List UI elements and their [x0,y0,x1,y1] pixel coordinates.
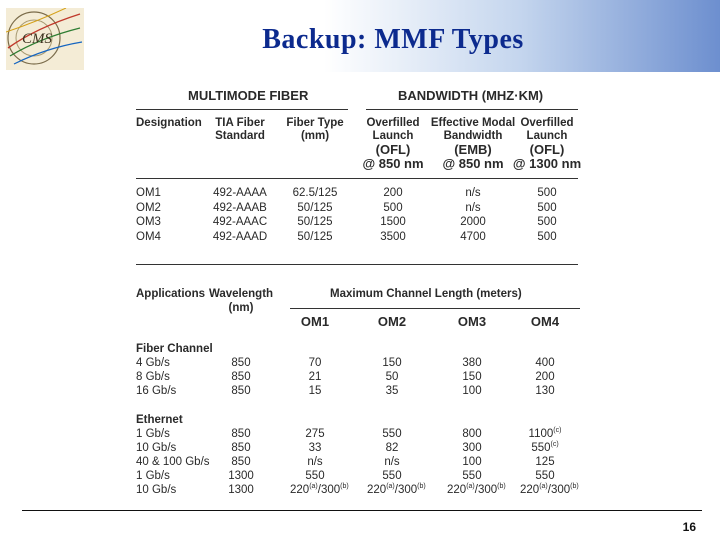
table-cell: 550 [382,428,402,440]
table-cell: OM1 [136,187,161,199]
table-cell: 850 [231,385,251,398]
table-cell: 1 Gb/s [136,470,170,482]
table-cell: 10 Gb/s [136,442,177,454]
table-cell: 4 Gb/s [136,357,170,369]
table-cell: 850 [231,442,251,454]
col-header-ofl-1300: (OFL) [529,142,565,157]
table-cell: 550$^{(c)}$ [531,441,559,454]
table-cell: 100 [462,456,482,468]
divider [366,109,578,110]
col-header-om2: OM2 [377,314,407,329]
footnote-marker: (a) [466,483,475,491]
table-cell: OM3 [136,216,161,228]
table-cell: 62.5/125 [292,187,338,199]
table-cell: 550 [382,470,402,482]
divider [136,264,578,265]
col-header-ofl-1300: Launch [526,130,568,142]
col-header-emb: Bandwidth [443,130,503,142]
table-cell: 492-AAAA [213,187,267,199]
table-cell: 1300 [228,470,254,482]
table-cell: 492-AAAC [212,216,268,228]
table-cell: 16 Gb/s [136,385,177,398]
col-header-tia: TIA Fiber [215,117,265,129]
table-cell: 40 & 100 Gb/s [136,456,210,468]
group-header-bandwidth: BANDWIDTH (MHZ·KM) [398,88,544,103]
table-cell: 1500 [380,216,406,228]
col-header-max-length: Maximum Channel Length (meters) [330,288,522,300]
table-cell: 15 [308,385,322,398]
table-cell: 1100$^{(c)}$ [528,427,562,440]
table-cell: 100 [462,385,482,398]
table-cell: 130 [535,385,555,398]
divider [136,178,578,179]
footnote-marker: (a) [386,483,395,491]
table-cell: 220$^{(a)}$/300$^{(b)}$ [447,483,506,496]
table-cell: 275 [305,428,325,440]
table-cell: 50/125 [297,216,333,228]
table-cell: 35 [385,385,399,398]
col-header-wavelength: Wavelength [208,288,274,300]
table-cell: 200 [383,187,403,199]
divider [136,109,348,110]
footnote-marker: (b) [570,483,579,491]
table-cell: 21 [308,371,322,384]
col-header-ofl-850: Overfilled [366,117,420,129]
table-cell: 500 [537,216,557,228]
table-cell: 50/125 [297,201,333,214]
table-cell: n/s [465,187,481,199]
col-header-om4: OM4 [530,314,560,329]
page-title: Backup: MMF Types [262,24,524,55]
table-cell: 850 [231,357,251,369]
table-cell: 800 [462,428,482,440]
table-cell: 150 [462,371,482,384]
table-cell: 500 [537,201,557,214]
col-header-ofl-850: @ 850 nm [362,156,424,171]
table-cell: n/s [307,456,323,468]
table-cell: 1 Gb/s [136,428,170,440]
col-header-fiber-type: (mm) [300,130,330,142]
table-cell: 50/125 [297,230,333,243]
col-header-fiber-type: Fiber Type [286,117,344,129]
table-cell: 125 [535,456,555,468]
table-cell: 500 [537,187,557,199]
section-ethernet: Ethernet [136,414,183,426]
table-cell: 850 [231,428,251,440]
col-header-designation: Designation [136,117,202,129]
table-cell: 1300 [228,484,254,496]
table-cell: 500 [537,230,557,243]
table-cell: 82 [385,442,399,454]
col-header-ofl-850: Launch [372,130,414,142]
col-header-om1: OM1 [300,314,330,329]
table-cell: 500 [383,201,403,214]
footnote-marker: (a) [309,483,318,491]
table-cell: 550 [305,470,325,482]
footnote-marker: (c) [550,441,559,449]
table-cell: 10 Gb/s [136,484,177,496]
table-cell: 33 [308,442,322,454]
table-cell: 150 [382,357,402,369]
footnote-marker: (a) [539,483,548,491]
table-cell: n/s [465,201,481,214]
table-cell: 3500 [380,230,406,243]
table-cell: 50 [385,371,399,384]
col-header-om3: OM3 [457,314,487,329]
table-cell: OM4 [136,230,161,243]
table-cell: OM2 [136,201,161,214]
table-cell: 4700 [460,230,486,243]
footnote-marker: (b) [417,483,426,491]
footnote-marker: (c) [553,427,562,435]
table-cell: 550 [535,470,555,482]
footnote-marker: (b) [340,483,349,491]
table-cell: 492-AAAD [212,230,268,243]
table-cell: 200 [535,371,555,384]
col-header-ofl-1300: Overfilled [520,117,574,129]
table-cell: 220$^{(a)}$/300$^{(b)}$ [520,483,579,496]
footer-divider [22,510,702,511]
logo-text: CMS [22,31,52,47]
col-header-applications: Applications [136,288,206,300]
group-header-fiber: MULTIMODE FIBER [188,88,309,103]
table-cell: 220$^{(a)}$/300$^{(b)}$ [290,483,349,496]
table-cell: n/s [384,456,400,468]
table-cell: 70 [308,357,322,369]
col-header-tia: Standard [215,130,265,142]
table-cell: 850 [231,456,251,468]
table-cell: 550 [462,470,482,482]
table-cell: 300 [462,442,482,454]
table-cell: 380 [462,357,482,369]
col-header-ofl-1300: @ 1300 nm [512,156,582,171]
table-cell: 492-AAAB [213,201,267,214]
table-cell: 850 [231,371,251,384]
table-cell: 8 Gb/s [136,371,170,384]
divider [290,308,580,309]
section-fiber-channel: Fiber Channel [136,343,213,355]
col-header-emb: @ 850 nm [442,156,504,171]
footnote-marker: (b) [497,483,506,491]
page-number: 16 [682,520,696,534]
col-header-wavelength: (nm) [228,302,254,314]
table-cell: 2000 [460,216,486,228]
col-header-ofl-850: (OFL) [375,142,411,157]
table-cell: 400 [535,357,555,369]
col-header-emb: (EMB) [454,142,492,157]
table-cell: 220$^{(a)}$/300$^{(b)}$ [367,483,426,496]
col-header-emb: Effective Modal [430,117,516,129]
